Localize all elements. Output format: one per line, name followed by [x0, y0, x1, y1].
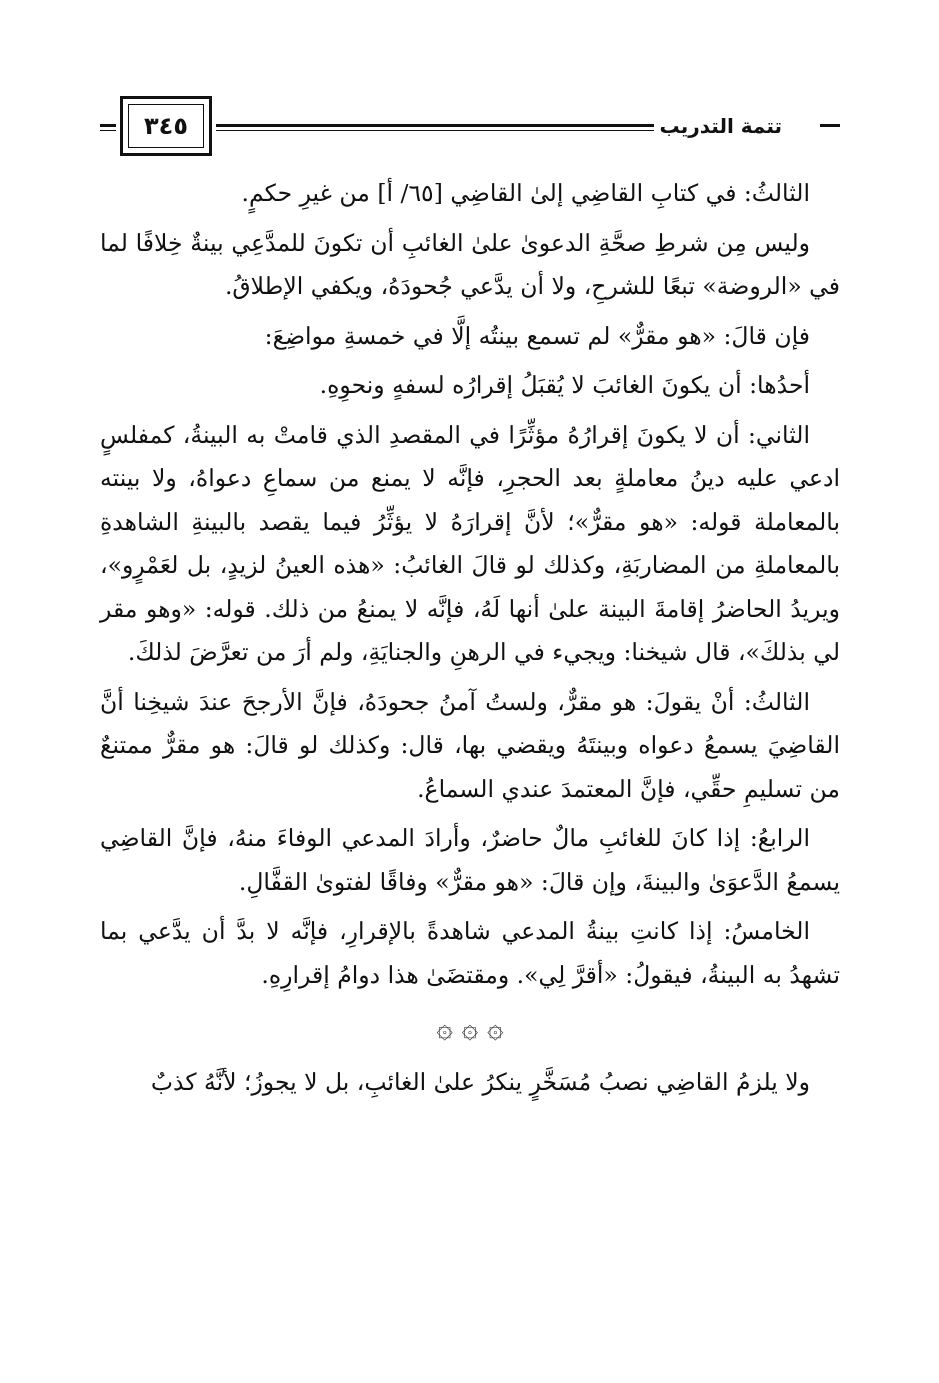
header-rule-main-thin: [216, 130, 696, 131]
page-number-frame: [120, 96, 212, 156]
paragraph: وليس مِن شرطِ صحَّةِ الدعوىٰ علىٰ الغائبِ أن تكونَ للمدَّعِي بينةٌ خِلافًا لما في «الروضة» تبعًا للشرحِ، ولا أن يدَّعي جُحودَهُ، ويكفي الإطلاقُ.: [100, 228, 840, 300]
page-number: ٣٤٥: [128, 104, 204, 148]
paragraph: الثالثُ: أنْ يقولَ: هو مقرٌّ، ولستُ آمنُ جحودَهُ، فإنَّ الأرجحَ عندَ شيخِنا أنَّ القاضِيَ يسمعُ دعواه وبينتَهُ ويقضي بها، قال: وكذلك لو قالَ: هو مقرٌّ ممتنعٌ من تسليمِ حقِّي، فإنَّ المعتمدَ عندي السماعُ.: [100, 687, 840, 803]
paragraph: فإن قالَ: «هو مقرٌّ» لم تسمع بينتُه إلَّا في خمسةِ مواضِعَ:: [264, 321, 810, 350]
body-text: [100, 172, 840, 1111]
paragraph: ولا يلزمُ القاضِي نصبُ مُسَخَّرٍ ينكرُ علىٰ الغائبِ، بل لا يجوزُ؛ لأنَّهُ كذبٌ: [150, 1068, 810, 1096]
header-rule-right: [820, 124, 840, 127]
paragraph: أحدُها: أن يكونَ الغائبَ لا يُقبَلُ إقرارُه لسفهٍ ونحوِهِ.: [319, 371, 810, 399]
paragraph: الثالثُ: في كتابِ القاضِي إلىٰ القاضِي [٦٥/ أ] من غيرِ حكمٍ.: [241, 179, 810, 207]
running-title: تتمة التدريب: [654, 114, 788, 138]
header-rule-left: [100, 124, 116, 127]
paragraph: الرابعُ: إذا كانَ للغائبِ مالٌ حاضرٌ، وأرادَ المدعي الوفاءَ منهُ، فإنَّ القاضِي يسمعُ الدَّعوَىٰ والبينةَ، وإن قالَ: «هو مقرٌّ» وفاقًا لفتوىٰ القفَّالِ.: [100, 824, 840, 896]
paragraph: الخامسُ: إذا كانتِ بينةُ المدعي شاهدةً بالإقرارِ، فإنَّه لا بدَّ أن يدَّعي بما تشهدُ به البينةُ، فيقولُ: «أقرَّ لِي». ومقتضَىٰ هذا دوامُ إقرارِهِ.: [100, 917, 840, 989]
paragraph: الثاني: أن لا يكونَ إقرارُهُ مؤثِّرًا في المقصدِ الذي قامتْ به البينةُ، كمفلسٍ ادعي عليه دينُ معاملةٍ بعد الحجرِ، فإنَّه لا يمنع من سماعِ دعواهُ، ولا بينته بالمعاملة قوله: «هو مقرٌّ»؛ لأنَّ إقرارَهُ لا يؤثِّرُ فيما يقصد بالبينةِ الشاهدةِ بالمعاملةِ من المضاربَةِ، وكذلك لو قالَ الغائبُ: «هذه العينُ لزيدٍ، بل لعَمْرٍو»، ويريدُ الحاضرُ إقامةَ البينة علىٰ أنها لَهُ، فإنَّه لا يمنعُ من ذلك. قوله: «وهو مقر لي بذلكَ»، قال شيخنا: ويجيء في الرهنِ والجنايَةِ، ولم أرَ من تعرَّضَ لذلكَ.: [100, 420, 840, 666]
page-header: [100, 96, 840, 162]
header-rule-left-thin: [100, 130, 116, 131]
section-ornament: ۞ ۞ ۞: [436, 1011, 504, 1044]
header-rule-main: [216, 124, 696, 127]
